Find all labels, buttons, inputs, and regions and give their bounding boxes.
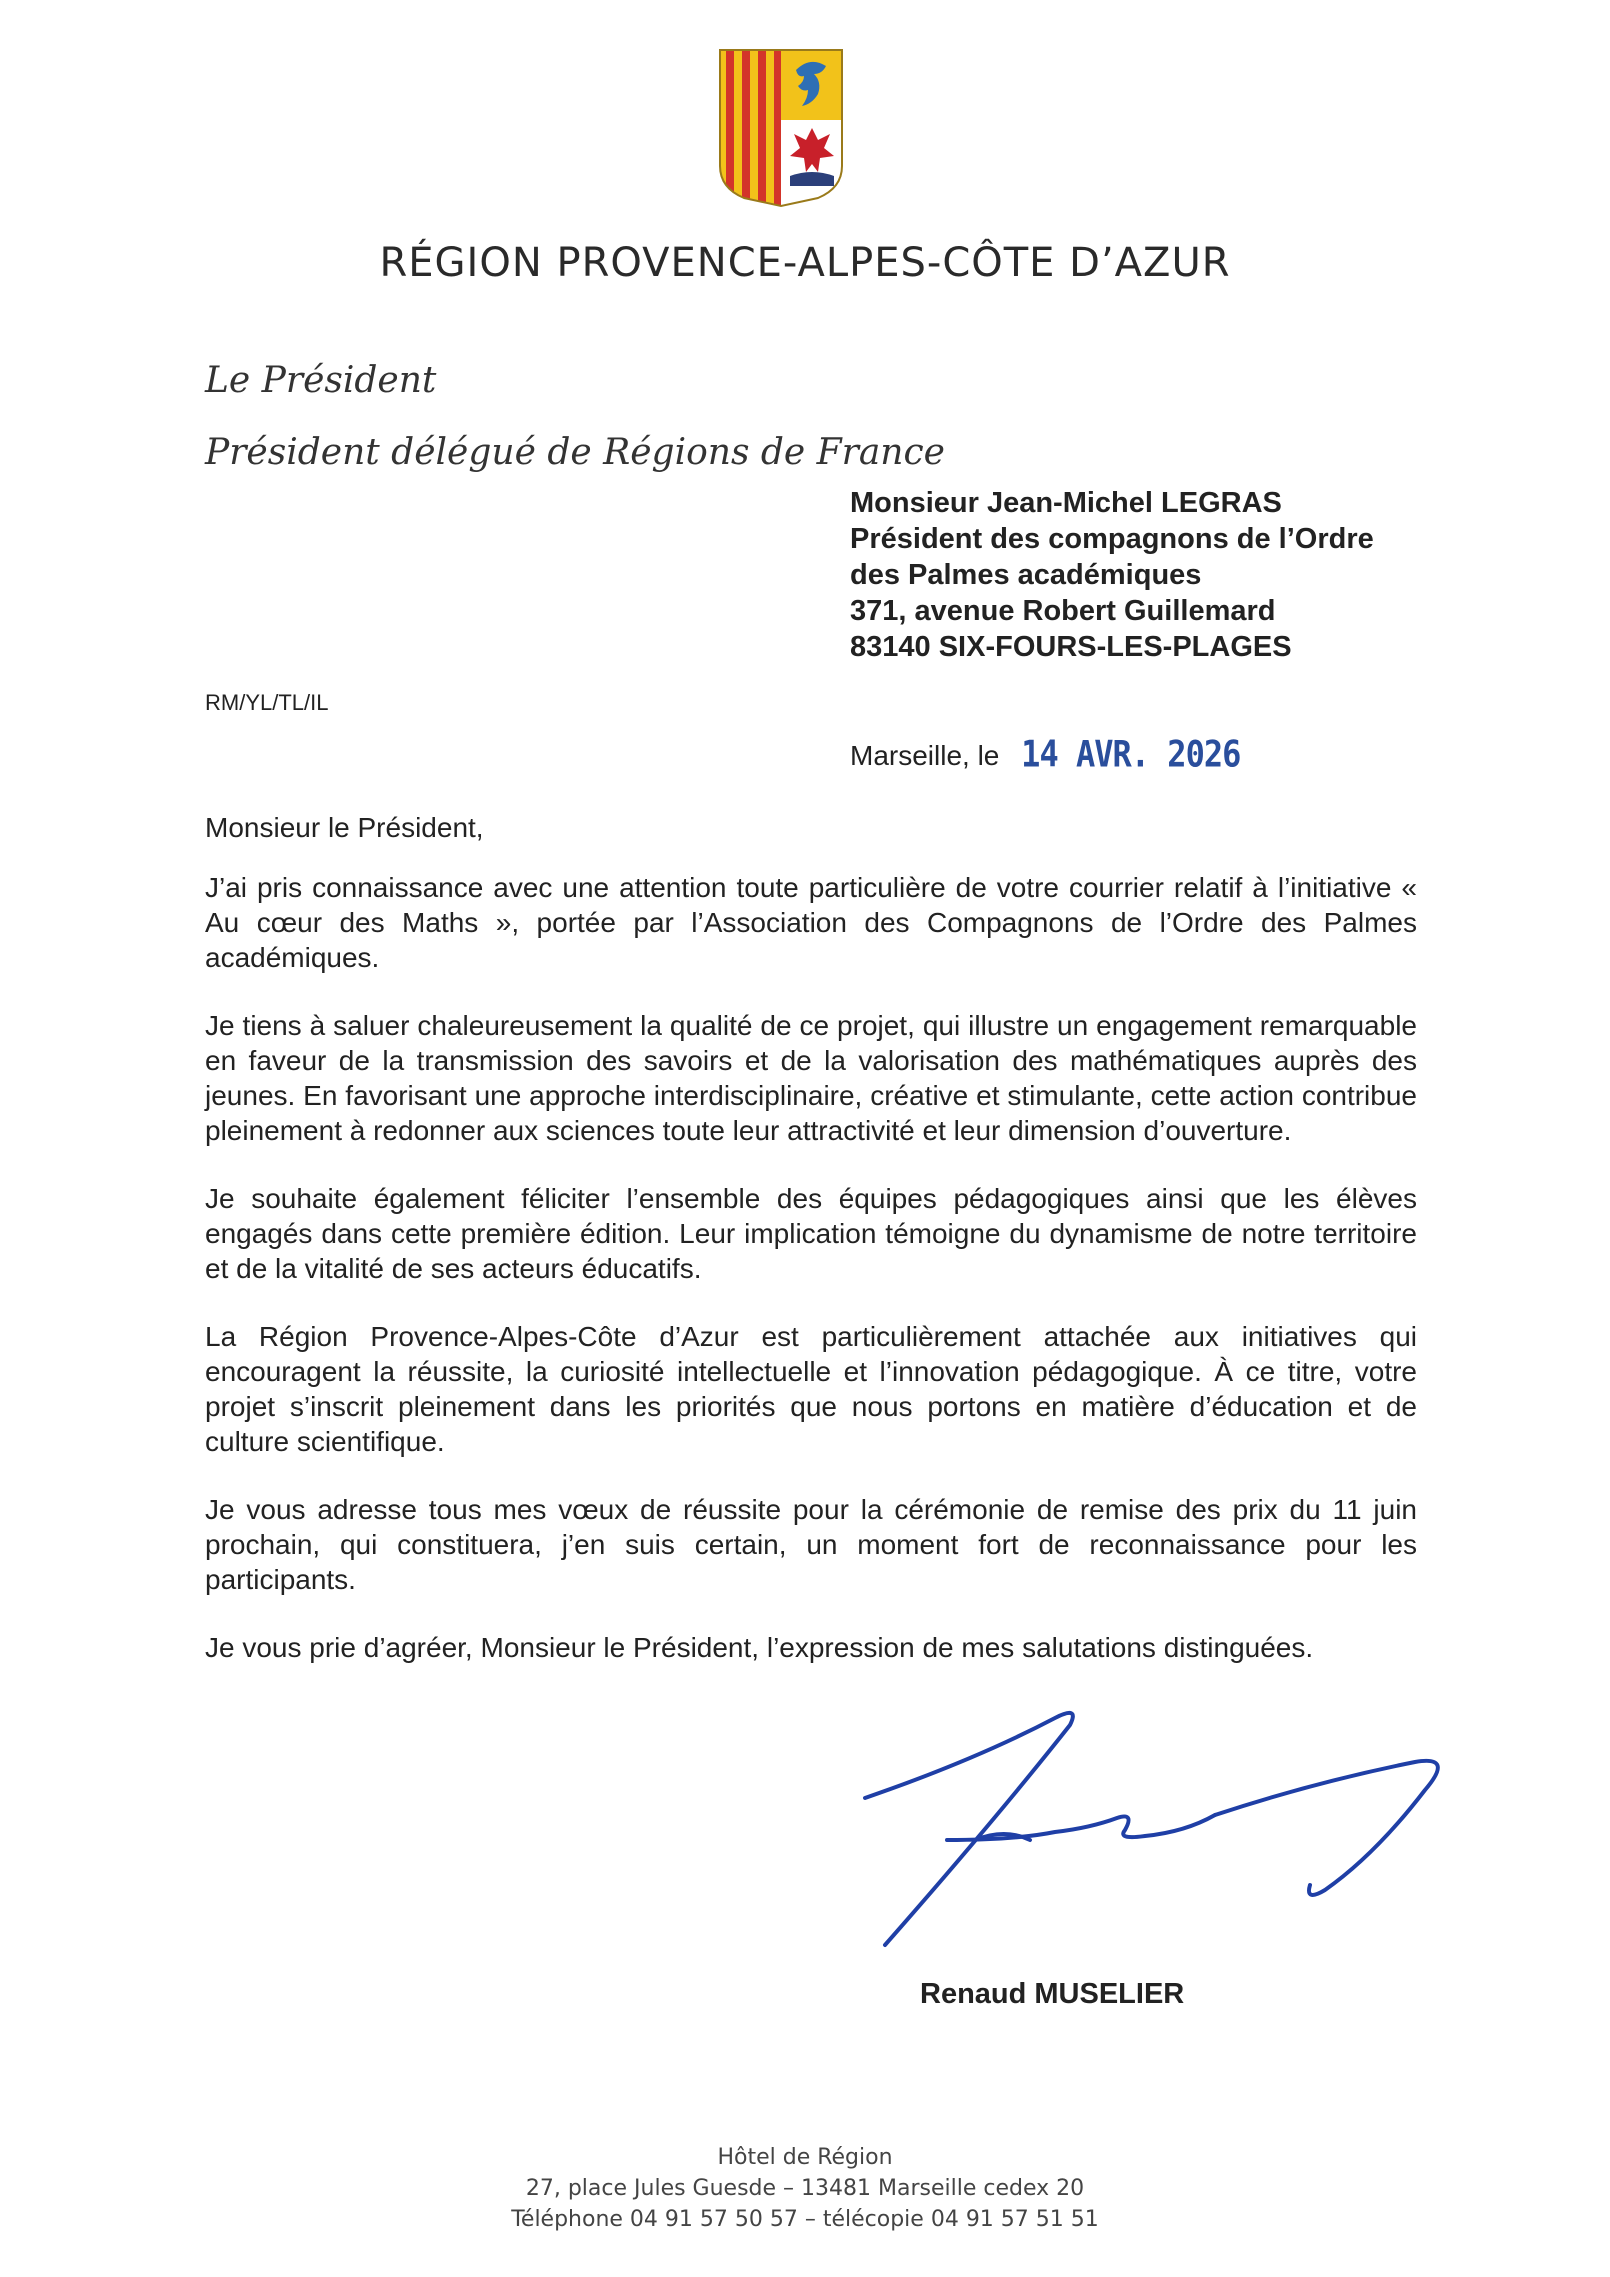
letter-body [205, 870, 1417, 1698]
signatory-name: Renaud MUSELIER [920, 1978, 1185, 2010]
footer-address [0, 2142, 1610, 2235]
handwritten-signature [855, 1690, 1455, 1970]
recipient-street: 371, avenue Robert Guillemard [850, 595, 1276, 627]
body-paragraph: La Région Provence-Alpes-Côte d’Azur est particulièrement attachée aux initiatives qui encouragent la réussite, la curiosité intellectuelle et l’innovation pédagogique. À ce titre, votre projet s’inscrit pleinement dans les priorités que nous portons en matière d’éducation et de culture scientifique. [205, 1321, 1417, 1457]
body-paragraph: Je tiens à saluer chaleureusement la qualité de ce projet, qui illustre un engagement remarquable en faveur de la transmission des savoirs et de la valorisation des mathématiques auprès des jeunes. En favorisant une approche interdisciplinaire, créative et stimulante, cette action contribue pleinement à redonner aux sciences toute leur attractivité et leur dimension d’ouverture. [205, 1010, 1417, 1146]
body-paragraph: Je vous adresse tous mes vœux de réussite pour la cérémonie de remise des prix du 11 juin prochain, qui constituera, j’en suis certain, un moment fort de reconnaissance pour les participants. [205, 1494, 1417, 1595]
dateline [850, 732, 1241, 776]
recipient-name: Monsieur Jean-Michel LEGRAS [850, 487, 1282, 519]
president-delegate-title: Président délégué de Régions de France [205, 432, 945, 473]
recipient-city: 83140 SIX-FOURS-LES-PLAGES [850, 631, 1292, 663]
salutation: Monsieur le Président, [205, 812, 484, 843]
footer-line1: Hôtel de Région [717, 2145, 893, 2170]
organization-name: RÉGION PROVENCE-ALPES-CÔTE D’AZUR [379, 240, 1231, 286]
body-paragraph: Je souhaite également féliciter l’ensemble des équipes pédagogiques ainsi que les élèves engagés dans cette première édition. Leur implication témoigne du dynamisme de notre territoire et de la vitalité de ses acteurs éducatifs. [205, 1183, 1417, 1284]
body-paragraph: J’ai pris connaissance avec une attention toute particulière de votre courrier relatif à l’initiative « Au cœur des Maths », portée par l’Association des Compagnons de l’Ordre des Palmes académiques. [205, 872, 1417, 973]
closing-paragraph: Je vous prie d’agréer, Monsieur le Président, l’expression de mes salutations distinguées. [205, 1632, 1314, 1663]
footer-line3: Téléphone 04 91 57 50 57 – télécopie 04 91 57 51 51 [511, 2207, 1099, 2232]
date-stamp: 14 AVR. 2026 [1021, 732, 1241, 776]
recipient-role-line1: Président des compagnons de l’Ordre [850, 523, 1374, 555]
reference-code: RM/YL/TL/IL [205, 690, 329, 715]
recipient-role-line2: des Palmes académiques [850, 559, 1202, 591]
president-title: Le Président [205, 360, 437, 401]
dateline-place: Marseille, le [850, 740, 1000, 771]
coat-of-arms-icon [718, 48, 844, 208]
footer-line2: 27, place Jules Guesde – 13481 Marseille cedex 20 [525, 2176, 1085, 2201]
recipient-address-block [850, 485, 1374, 665]
